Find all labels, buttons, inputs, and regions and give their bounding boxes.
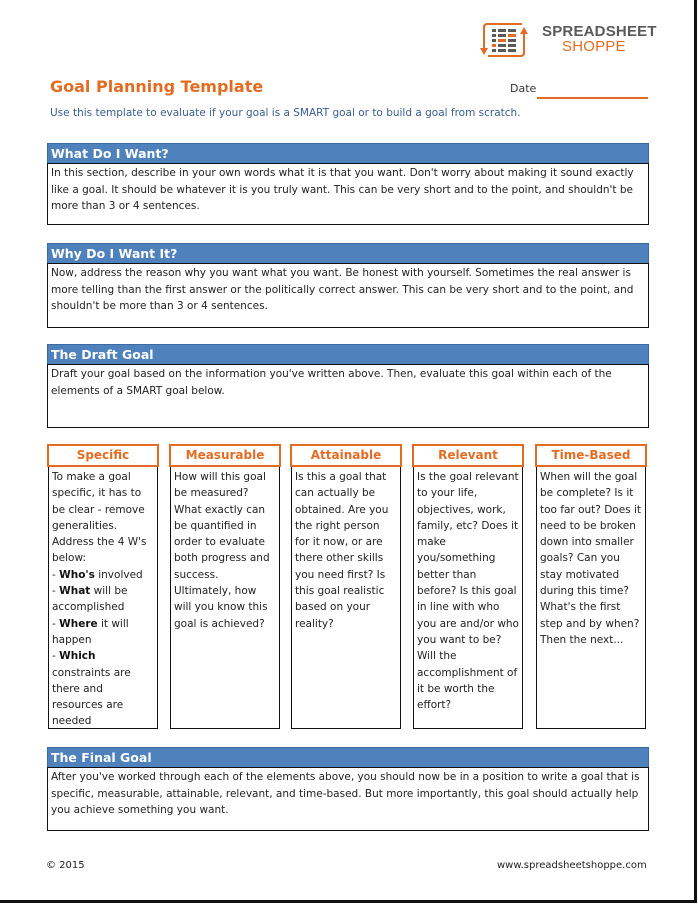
brand-name-line2: SHOPPE — [562, 38, 626, 55]
smart-header-attainable: Attainable — [290, 444, 402, 467]
smart-header-time-based: Time-Based — [535, 444, 647, 467]
specific-who-text: involved — [94, 568, 143, 581]
specific-which-bold: Which — [59, 650, 96, 663]
section-body-why-do-i-want-it[interactable]: Now, address the reason why you want what you want. Be honest with yourself. Sometimes the real answer is more telling than the first answer or the politically correct answer. This can be very short and to the point, and shouldn't be more than 3 or 4 sentences. — [47, 263, 649, 328]
smart-header-relevant: Relevant — [412, 444, 524, 467]
section-why-do-i-want-it — [47, 243, 649, 328]
date-label: Date — [510, 82, 537, 95]
section-body-final-goal[interactable]: After you've worked through each of the elements above, you should now be in a position to write a goal that is specific, measurable, attainable, relevant, and time-based. But more importantly, this goal should actually help you achieve something you want. — [47, 767, 649, 831]
copyright: © 2015 — [46, 860, 85, 871]
specific-what-bold: What — [59, 585, 91, 598]
smart-header-measurable: Measurable — [169, 444, 281, 467]
smart-body-measurable[interactable]: How will this goal be measured? What exactly can be quantified in order to evaluate both progress and success. Ultimately, how will you know this goal is achieved? — [170, 467, 280, 729]
specific-what-text: will be accomplished — [52, 585, 128, 614]
smart-column-attainable — [290, 444, 402, 729]
specific-which-text: constraints are there and resources are needed — [52, 666, 131, 728]
smart-column-relevant — [412, 444, 524, 729]
smart-header-specific: Specific — [47, 444, 159, 467]
section-body-draft-goal[interactable]: Draft your goal based on the information you've written above. Then, evaluate this goal within each of the elements of a SMART goal below. — [47, 364, 649, 428]
page-title: Goal Planning Template — [50, 77, 264, 96]
section-header: What Do I Want? — [47, 143, 649, 163]
date-field[interactable] — [537, 97, 648, 99]
specific-intro: To make a goal specific, it has to be clear - remove generalities. Address the 4 W's below: — [52, 471, 147, 565]
section-draft-goal — [47, 344, 649, 428]
smart-body-relevant[interactable]: Is the goal relevant to your life, objectives, work, family, etc? Does it make you/something better than before? Is this goal in line with who you are and/or who you want to be? Will the accomplishment of it be worth the effort? — [413, 467, 523, 729]
specific-where-bold: Where — [59, 617, 98, 630]
smart-column-specific — [47, 444, 159, 729]
section-header: The Draft Goal — [47, 344, 649, 364]
specific-who-bold: Who's — [59, 568, 95, 581]
spreadsheet-arrows-icon — [478, 20, 534, 58]
smart-body-attainable[interactable]: Is this a goal that can actually be obtained. Are you the right person for it now, or are there other skills you need first? Is this goal realistic based on your reality? — [291, 467, 401, 729]
smart-column-time-based — [535, 444, 647, 729]
section-what-do-i-want — [47, 143, 649, 225]
smart-column-measurable — [169, 444, 281, 729]
smart-body-specific[interactable]: To make a goal specific, it has to be clear - remove generalities. Address the 4 W's below: - Who's involved - What will be accomplished - Where it will happen - Which constraints are there and resources are needed — [48, 467, 158, 729]
section-body-what-do-i-want[interactable]: In this section, describe in your own words what it is that you want. Don't worry about making it sound exactly like a goal. It should be whatever it is you truly want. This can be very short and to the point, and shouldn't be more than 3 or 4 sentences. — [47, 163, 649, 225]
section-final-goal — [47, 747, 649, 831]
specific-where-text: it will happen — [52, 617, 129, 646]
brand-logo — [478, 20, 658, 58]
section-header: The Final Goal — [47, 747, 649, 767]
page-subtitle: Use this template to evaluate if your goal is a SMART goal or to build a goal from scratch. — [50, 107, 521, 119]
section-header: Why Do I Want It? — [47, 243, 649, 263]
smart-body-time-based[interactable]: When will the goal be complete? Is it too far out? Does it need to be broken down into smaller goals? Can you stay motivated during this time? What's the first step and by when? Then the next... — [536, 467, 646, 729]
website-link[interactable]: www.spreadsheetshoppe.com — [497, 860, 647, 871]
brand-name-line1: SPREADSHEET — [542, 23, 657, 40]
